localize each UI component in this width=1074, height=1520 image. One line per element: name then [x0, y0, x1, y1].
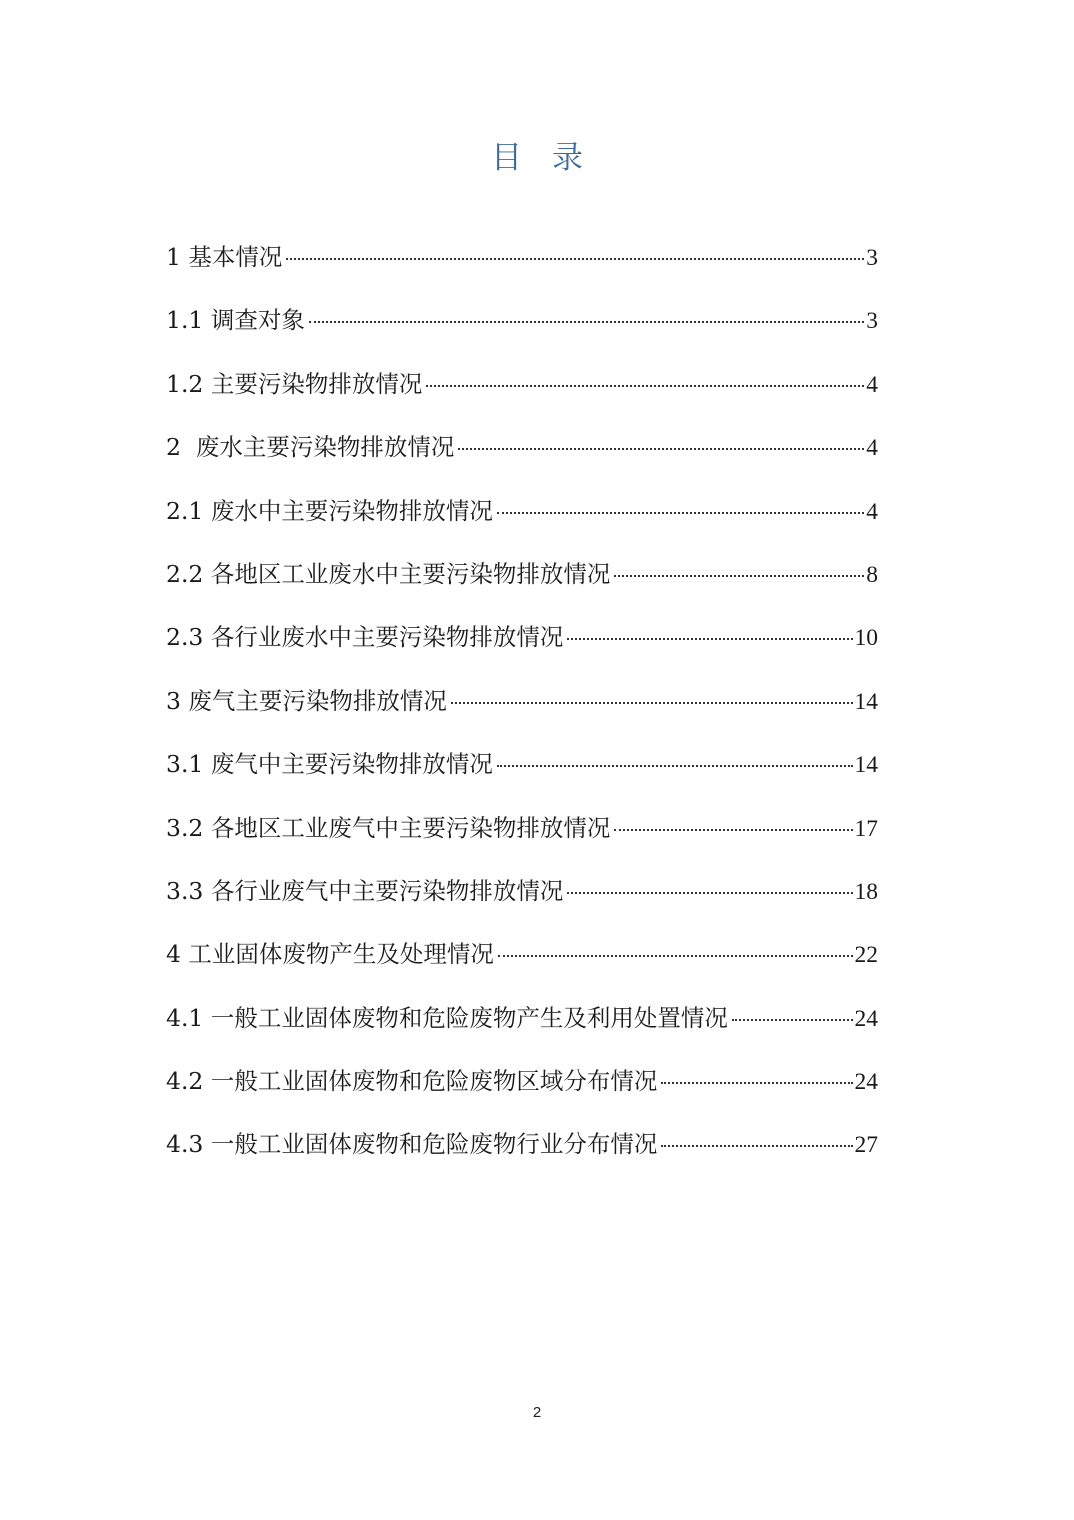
toc-entry[interactable] [166, 226, 878, 289]
toc-entry[interactable] [166, 670, 878, 733]
toc-entry[interactable] [166, 923, 878, 986]
toc-dot-leader [309, 321, 864, 323]
toc-dot-leader [567, 892, 852, 894]
toc-entry-title: 2.1 废水中主要污染物排放情况 [166, 496, 493, 525]
toc-entry-page: 4 [866, 435, 878, 462]
toc-entry-title: 4 工业固体废物产生及处理情况 [166, 940, 494, 969]
toc-dot-leader [498, 955, 853, 957]
toc-entry-title: 3.3 各行业废气中主要污染物排放情况 [166, 876, 564, 905]
toc-entry-page: 3 [866, 245, 878, 271]
toc-entry[interactable] [166, 1113, 878, 1176]
toc-entry-title: 3 废气主要污染物排放情况 [166, 686, 447, 715]
toc-entry-title: 1 基本情况 [166, 243, 283, 271]
toc-entry[interactable] [166, 416, 878, 479]
toc-dot-leader [614, 829, 852, 831]
toc-entry-page: 22 [854, 942, 878, 969]
toc-dot-leader [286, 258, 864, 260]
toc-entry-title: 4.2 一般工业固体废物和危险废物区域分布情况 [166, 1067, 658, 1096]
toc-entry-page: 4 [866, 498, 878, 525]
toc-dot-leader [426, 385, 864, 387]
toc-entry-page: 14 [854, 752, 878, 779]
toc-entry-page: 4 [866, 371, 878, 398]
toc-entry[interactable] [166, 987, 878, 1050]
toc-entry-page: 17 [854, 815, 878, 842]
toc-entry-title: 4.3 一般工业固体废物和危险废物行业分布情况 [166, 1130, 658, 1159]
toc-entry-page: 27 [854, 1132, 878, 1159]
toc-entry[interactable] [166, 860, 878, 923]
toc-dot-leader [661, 1082, 852, 1084]
toc-entry-title: 2.3 各行业废水中主要污染物排放情况 [166, 623, 564, 652]
toc-dot-leader [458, 448, 864, 450]
toc-entry[interactable] [166, 1050, 878, 1113]
toc-entry[interactable] [166, 797, 878, 860]
toc-entry-title: 1.1 调查对象 [166, 306, 305, 335]
toc-entry-page: 24 [854, 1005, 878, 1032]
toc-dot-leader [497, 765, 853, 767]
toc-entry-page: 8 [866, 561, 878, 588]
toc-entry-title: 1.2 主要污染物排放情况 [166, 369, 423, 398]
toc-entry-page: 3 [866, 308, 878, 335]
toc-entry[interactable] [166, 480, 878, 543]
toc-entry-title: 3.2 各地区工业废气中主要污染物排放情况 [166, 813, 611, 842]
toc-entry[interactable] [166, 733, 878, 796]
toc-entry-page: 24 [854, 1069, 878, 1096]
toc-entry[interactable] [166, 289, 878, 352]
toc-dot-leader [614, 575, 864, 577]
page-title: 目录 [491, 140, 613, 176]
toc-entry-page: 14 [854, 688, 878, 715]
toc-dot-leader [567, 638, 852, 640]
toc-entry-title: 2.2 各地区工业废水中主要污染物排放情况 [166, 559, 611, 588]
toc-entry[interactable] [166, 353, 878, 416]
toc-entry-title: 2 废水主要污染物排放情况 [166, 433, 455, 462]
page-number: 2 [532, 1404, 542, 1421]
toc-dot-leader [661, 1145, 852, 1147]
toc-entry-page: 18 [854, 878, 878, 905]
toc-dot-leader [497, 512, 864, 514]
toc-entry-title: 3.1 废气中主要污染物排放情况 [166, 750, 493, 779]
toc-dot-leader [451, 702, 853, 704]
toc-entry-page: 10 [854, 625, 878, 652]
table-of-contents [166, 226, 878, 1177]
toc-entry-title: 4.1 一般工业固体废物和危险废物产生及利用处置情况 [166, 1003, 728, 1032]
toc-entry[interactable] [166, 543, 878, 606]
toc-dot-leader [732, 1019, 853, 1021]
toc-entry[interactable] [166, 606, 878, 669]
